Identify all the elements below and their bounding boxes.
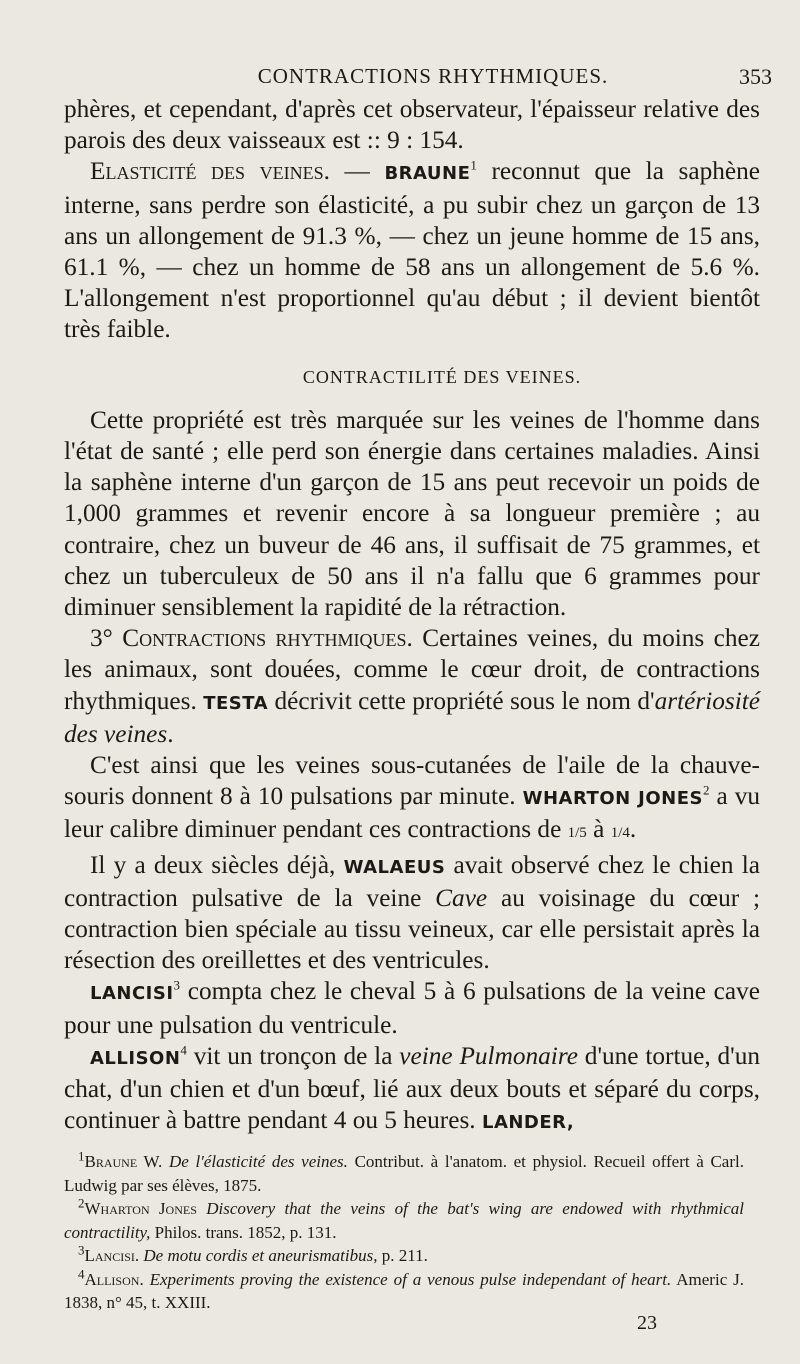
page-header [64,64,772,98]
paragraph-4-italic: artériosité des veines [64,686,761,748]
footnote-ref-2: 2 [702,782,710,798]
footnote-author: Lancisi. [84,1246,140,1265]
footnote-title: De l'élasticité des veines. [168,1152,348,1171]
paragraph-6 [64,850,760,977]
paragraph-1-text: phères, et cependant, d'après cet observateur, l'épaisseur relative des parois des deux vaisseaux est :: 9 : 154. [64,95,760,155]
paragraph-5-end: . [629,815,637,844]
footnote-author: Braune W. [84,1152,163,1171]
footnote-ref-3: 3 [173,978,181,994]
footnote-number: 4 [78,1265,85,1281]
author-name-lander: LANDER, [481,1112,575,1134]
paragraph-1 [64,94,760,156]
footnote-author: Wharton Jones [84,1199,197,1218]
footnote-rest: Americ J. 1838, n° 45, t. XXIII. [64,1269,745,1312]
author-name-braune: BRAUNE [384,163,471,185]
fraction-one-quarter: 1/4 [610,825,630,842]
footnote-title: Experiments proving the existence of a venous pulse independant of heart. [149,1269,672,1289]
signature-mark: 23 [637,1312,657,1334]
footnote-2 [64,1197,744,1244]
section-number: 3° [90,624,113,653]
paragraph-6-text-2: avait observé chez le chien la contraction pulsative de la veine [64,850,760,912]
footnote-rest: Philos. trans. 1852, p. 131. [150,1222,337,1242]
paragraph-6-text-1: Il y a deux siècles déjà, [90,850,344,879]
footnote-number: 1 [78,1148,85,1164]
footnote-title: Discovery that the veins of the bat's wing are endowed with rhythmical contractility, [64,1199,744,1242]
paragraph-5 [64,750,760,850]
paragraph-8-text-2: d'une tortue, d'un chat, d'un chien et d'un bœuf, lié aux deux bouts et séparé du corps, continuer à battre pendant 4 ou 5 heures. [64,1041,761,1135]
fraction-one-fifth: 1/5 [567,825,587,842]
body-text [64,94,760,1139]
paragraph-4 [64,623,760,750]
paragraph-6-text-3: au voisinage du cœur ; contraction bien spéciale au tissu veineux, car elle persistait après la résection des oreillettes et des ventricules. [64,883,761,975]
paragraph-3-text: Cette propriété est très marquée sur les veines de l'homme dans l'état de santé ; elle perd son énergie dans certaines maladies. Ainsi la saphène interne d'un garçon de 15 ans peut recevoir un poids de 1,000 grammes et revenir encore à sa longueur première ; au contraire, chez un buveur de 46 ans, il suffisait de 75 grammes, et chez un tuberculeux de 50 ans il n'a fallu que 6 grammes pour diminuer sensiblement la rapidité de la rétraction. [64,405,760,622]
author-name-allison: ALLISON [90,1047,181,1069]
paragraph-4-text-1: Certaines veines, du moins chez les animaux, sont douées, comme le cœur droit, de contractions rhythmiques. [64,624,761,715]
footnotes [64,1150,744,1315]
paragraph-6-italic: Cave [435,883,488,912]
author-name-wharton-jones: WHARTON JONES [522,788,703,810]
paragraph-7-text: compta chez le cheval 5 à 6 pulsations de la veine cave pour une pulsation du ventricule. [64,977,760,1039]
footnote-number: 2 [78,1195,85,1211]
running-title: CONTRACTIONS RHYTHMIQUES. [257,64,609,88]
footnote-ref-4: 4 [180,1042,187,1058]
footnote-number: 3 [78,1242,85,1258]
paragraph-3 [64,405,760,623]
paragraph-7 [64,976,760,1040]
author-name-testa: TESTA [203,692,269,714]
paragraph-8-italic: veine Pulmonaire [399,1041,578,1070]
footnote-1 [64,1150,744,1197]
paragraph-heading-elasticite: Elasticité des veines. [90,157,330,186]
paragraph-8 [64,1041,760,1139]
paragraph-4-d-prefix: d' [637,686,655,715]
page-number: 353 [739,64,772,89]
section-title: CONTRACTILITÉ DES VEINES. [302,366,582,387]
fraction-joiner: à [586,815,611,844]
paragraph-heading-contractions: Contractions rhythmiques. [122,624,413,653]
footnote-author: Allison. [84,1269,144,1289]
paragraph-5-text-2: a vu leur calibre diminuer pendant ces contractions de [64,782,761,844]
author-name-walaeus: WALAEUS [343,856,446,878]
footnote-ref-1: 1 [470,157,477,173]
dash: — [329,157,385,186]
paragraph-2 [64,156,760,345]
paragraph-5-text-1: C'est ainsi que les veines sous-cutanées de l'aile de la chauve-souris donnent 8 à 10 pulsations par minute. [64,751,760,811]
footnote-4 [64,1265,745,1315]
footnote-3 [64,1244,744,1268]
footnote-rest: Contribut. à l'anatom. et physiol. Recueil offert à Carl. Ludwig par ses élèves, 1875. [64,1152,744,1195]
footnote-rest: p. 211. [377,1246,428,1265]
paragraph-8-text-1: vit un tronçon de la [186,1041,400,1070]
author-name-lancisi: LANCISI [90,983,174,1005]
paragraph-4-text-2: décrivit cette propriété sous le nom [268,686,638,715]
paragraph-2-text: reconnut que la saphène interne, sans perdre son élasticité, a pu subir chez un garçon de 13 ans un allongement de 91.3 %, — chez un jeune homme de 15 ans, 61.1 %, — chez un homme de 58 ans un allongement de 5.6 %. L'allongement n'est proportionnel qu'au début ; il devient bientôt très faible. [64,157,760,344]
footnote-title: De motu cordis et aneurismatibus, [143,1246,378,1265]
paragraph-4-end: . [167,719,174,748]
